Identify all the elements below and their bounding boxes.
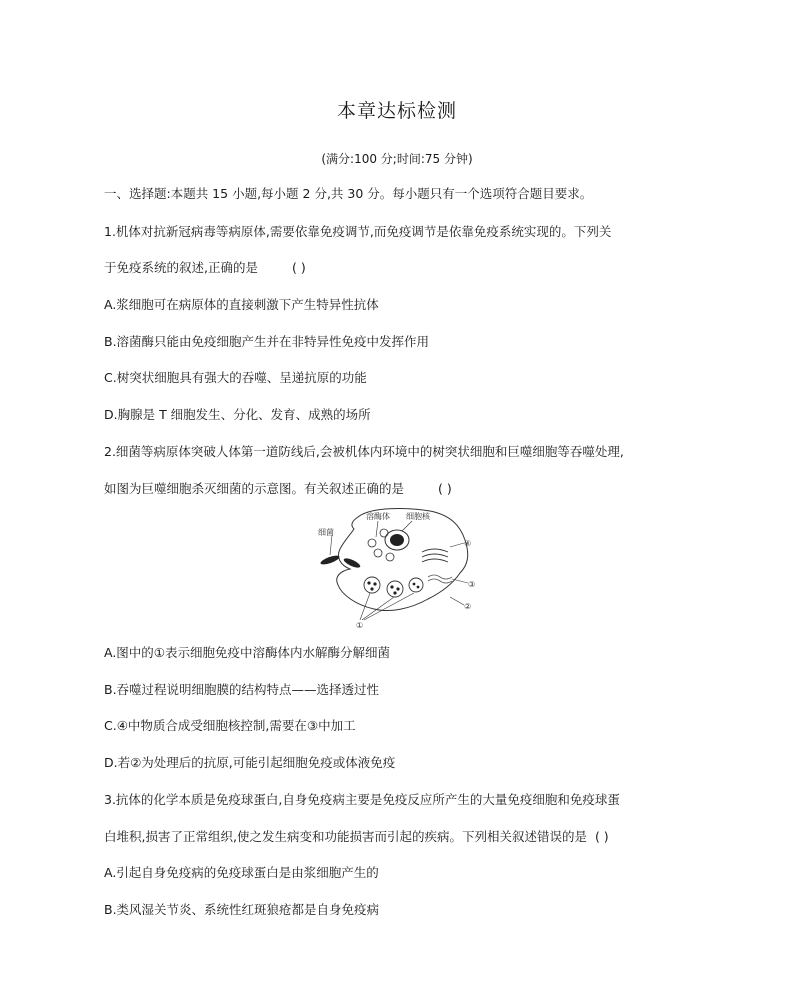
- lysosome: [368, 539, 376, 547]
- label-nucleus: 细胞核: [406, 512, 430, 521]
- q1-option-d: D.胸腺是 T 细胞发生、分化、发育、成熟的场所: [104, 407, 371, 422]
- q1-option-c: C.树突状细胞具有强大的吞噬、呈递抗原的功能: [104, 370, 367, 385]
- phagolysosome: [409, 578, 423, 592]
- q3-option-a: A.引起自身免疫病的免疫球蛋白是由浆细胞产生的: [104, 865, 379, 880]
- macrophage-diagram: [310, 505, 485, 630]
- q1-stem-text: 于免疫系统的叙述,正确的是: [104, 260, 258, 275]
- q3-stem-line2: [104, 827, 609, 845]
- label-lysosome: 溶酶体: [366, 512, 390, 521]
- q2-stem-line2: [104, 479, 452, 497]
- page-title: 本章达标检测: [336, 100, 457, 122]
- q1-stem-line2: [104, 258, 306, 276]
- q2-option-d: D.若②为处理后的抗原,可能引起细胞免疫或体液免疫: [104, 755, 396, 770]
- q1-stem-line1: 1.机体对抗新冠病毒等病原体,需要依靠免疫调节,而免疫调节是依靠免疫系统实现的。下列关: [104, 224, 612, 239]
- label-marker-1: ①: [356, 621, 364, 630]
- section-heading: 一、选择题:本题共 15 小题,每小题 2 分,共 30 分。每小题只有一个选项符合题目要求。: [104, 186, 593, 201]
- label-marker-2: ②: [464, 602, 472, 611]
- q1-option-a: A.浆细胞可在病原体的直接刺激下产生特异性抗体: [104, 297, 379, 312]
- cell-membrane: [337, 509, 468, 611]
- q3-stem-text: 白堆积,损害了正常组织,使之发生病变和功能损害而引起的疾病。下列相关叙述错误的是: [104, 829, 587, 844]
- bacterium: [320, 554, 341, 566]
- q2-option-b: B.吞噬过程说明细胞膜的结构特点——选择透过性: [104, 682, 380, 697]
- score-time-info: (满分:100 分;时间:75 分钟): [321, 152, 473, 166]
- golgi-apparatus: [422, 549, 448, 562]
- q3-option-b: B.类风湿关节炎、系统性红斑狼疮都是自身免疫病: [104, 902, 380, 917]
- q1-answer-paren: ( ): [291, 260, 306, 275]
- endoplasmic-reticulum: [428, 575, 452, 583]
- q2-stem-text: 如图为巨噬细胞杀灭细菌的示意图。有关叙述正确的是: [104, 481, 405, 496]
- label-marker-4: ④: [464, 539, 472, 548]
- q2-option-a: A.图中的①表示细胞免疫中溶酶体内水解酶分解细菌: [104, 645, 391, 660]
- bacterium: [343, 556, 362, 569]
- label-bacteria: 细菌: [318, 528, 334, 537]
- lysosome: [380, 529, 388, 537]
- lysosome: [374, 549, 382, 557]
- macrophage-svg: [310, 505, 485, 630]
- q2-answer-paren: ( ): [438, 481, 452, 496]
- q3-stem-line1: 3.抗体的化学本质是免疫球蛋白,自身免疫病主要是免疫反应所产生的大量免疫细胞和免疫球蛋: [104, 792, 620, 807]
- q2-option-c: C.④中物质合成受细胞核控制,需要在③中加工: [104, 718, 356, 733]
- q2-stem-line1: 2.细菌等病原体突破人体第一道防线后,会被机体内环境中的树突状细胞和巨噬细胞等吞噬处理,: [104, 444, 624, 459]
- label-marker-3: ③: [468, 580, 476, 589]
- q1-option-b: B.溶菌酶只能由免疫细胞产生并在非特异性免疫中发挥作用: [104, 334, 430, 349]
- lysosome: [386, 553, 394, 561]
- nucleolus: [390, 534, 404, 546]
- q3-answer-paren: ( ): [594, 829, 609, 844]
